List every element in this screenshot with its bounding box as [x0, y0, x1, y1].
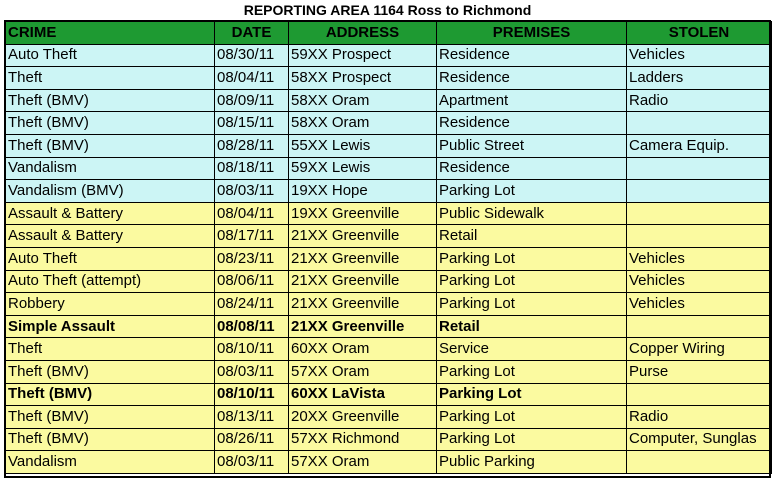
cell-premises: Parking Lot: [437, 293, 627, 316]
cell-premises: Public Street: [437, 134, 627, 157]
cell-address: 58XX Oram: [289, 112, 437, 135]
table-row: [6, 270, 772, 293]
cell-date: 08/03/11: [215, 180, 289, 203]
column-header-crime: CRIME: [6, 22, 215, 45]
cell-date: 08/09/11: [215, 89, 289, 112]
cell-address: 21XX Greenville: [289, 270, 437, 293]
cell-address: 60XX LaVista: [289, 383, 437, 406]
cell-stolen: Vehicles: [627, 247, 772, 270]
cell-date: 08/04/11: [215, 67, 289, 90]
cell-premises: Parking Lot: [437, 406, 627, 429]
cell-stolen: Vehicles: [627, 293, 772, 316]
cell-crime: Theft (BMV): [6, 428, 215, 451]
cell-crime: Vandalism (BMV): [6, 180, 215, 203]
column-header-date: DATE: [215, 22, 289, 45]
cell-date: 08/03/11: [215, 451, 289, 474]
table-body: [6, 44, 772, 473]
table-row: [6, 202, 772, 225]
cell-premises: Public Sidewalk: [437, 202, 627, 225]
cell-crime: Theft: [6, 338, 215, 361]
cell-date: 08/06/11: [215, 270, 289, 293]
table-row: [6, 293, 772, 316]
cell-date: 08/10/11: [215, 383, 289, 406]
table-row: [6, 134, 772, 157]
cell-date: 08/28/11: [215, 134, 289, 157]
cell-stolen: [627, 225, 772, 248]
cell-stolen: [627, 315, 772, 338]
cell-date: 08/15/11: [215, 112, 289, 135]
table-row: [6, 112, 772, 135]
cell-stolen: Camera Equip.: [627, 134, 772, 157]
cell-crime: Theft (BMV): [6, 360, 215, 383]
table-row: [6, 225, 772, 248]
table-row: [6, 67, 772, 90]
cell-crime: Auto Theft: [6, 44, 215, 67]
cell-address: 57XX Richmond: [289, 428, 437, 451]
cell-stolen: Copper Wiring: [627, 338, 772, 361]
cell-stolen: [627, 157, 772, 180]
cell-crime: Theft (BMV): [6, 406, 215, 429]
cell-premises: Parking Lot: [437, 428, 627, 451]
cell-date: 08/24/11: [215, 293, 289, 316]
cell-date: 08/03/11: [215, 360, 289, 383]
cell-premises: Public Parking: [437, 451, 627, 474]
cell-premises: Retail: [437, 225, 627, 248]
cell-address: 60XX Oram: [289, 338, 437, 361]
cell-stolen: Vehicles: [627, 270, 772, 293]
cell-crime: Auto Theft (attempt): [6, 270, 215, 293]
cell-address: 21XX Greenville: [289, 225, 437, 248]
cell-date: 08/13/11: [215, 406, 289, 429]
cell-crime: Theft (BMV): [6, 134, 215, 157]
cell-crime: Theft (BMV): [6, 89, 215, 112]
cell-address: 21XX Greenville: [289, 293, 437, 316]
table-row: [6, 44, 772, 67]
cell-crime: Simple Assault: [6, 315, 215, 338]
cell-address: 19XX Greenville: [289, 202, 437, 225]
table-row: [6, 360, 772, 383]
cell-address: 21XX Greenville: [289, 315, 437, 338]
cell-stolen: Purse: [627, 360, 772, 383]
cell-crime: Auto Theft: [6, 247, 215, 270]
cell-stolen: [627, 202, 772, 225]
cell-premises: Parking Lot: [437, 247, 627, 270]
cell-address: 57XX Oram: [289, 360, 437, 383]
cell-crime: Theft (BMV): [6, 383, 215, 406]
cell-stolen: [627, 383, 772, 406]
cell-premises: Residence: [437, 67, 627, 90]
table-row: [6, 406, 772, 429]
cell-stolen: [627, 112, 772, 135]
cell-address: 21XX Greenville: [289, 247, 437, 270]
cell-premises: Apartment: [437, 89, 627, 112]
cell-premises: Parking Lot: [437, 360, 627, 383]
table-row: [6, 157, 772, 180]
table-row: [6, 315, 772, 338]
table-row: [6, 180, 772, 203]
cell-premises: Retail: [437, 315, 627, 338]
cell-date: 08/08/11: [215, 315, 289, 338]
cell-crime: Vandalism: [6, 157, 215, 180]
cell-address: 55XX Lewis: [289, 134, 437, 157]
table-row: [6, 247, 772, 270]
cell-crime: Theft (BMV): [6, 112, 215, 135]
cell-address: 58XX Oram: [289, 89, 437, 112]
cell-date: 08/30/11: [215, 44, 289, 67]
cell-address: 59XX Prospect: [289, 44, 437, 67]
cell-address: 58XX Prospect: [289, 67, 437, 90]
cell-stolen: Computer, Sunglas: [627, 428, 772, 451]
column-header-premises: PREMISES: [437, 22, 627, 45]
table-row: [6, 451, 772, 474]
table-row: [6, 338, 772, 361]
cell-date: 08/17/11: [215, 225, 289, 248]
cell-stolen: [627, 180, 772, 203]
cell-crime: Assault & Battery: [6, 225, 215, 248]
cell-date: 08/26/11: [215, 428, 289, 451]
cell-stolen: [627, 451, 772, 474]
cell-premises: Residence: [437, 112, 627, 135]
crime-report-table: [5, 21, 772, 474]
cell-crime: Vandalism: [6, 451, 215, 474]
cell-stolen: Vehicles: [627, 44, 772, 67]
cell-crime: Robbery: [6, 293, 215, 316]
cell-stolen: Ladders: [627, 67, 772, 90]
cell-premises: Service: [437, 338, 627, 361]
column-header-stolen: STOLEN: [627, 22, 772, 45]
cell-crime: Assault & Battery: [6, 202, 215, 225]
cell-premises: Parking Lot: [437, 270, 627, 293]
table-row: [6, 428, 772, 451]
cell-address: 59XX Lewis: [289, 157, 437, 180]
table-row: [6, 383, 772, 406]
cell-premises: Parking Lot: [437, 383, 627, 406]
cell-date: 08/18/11: [215, 157, 289, 180]
cell-address: 19XX Hope: [289, 180, 437, 203]
cell-stolen: Radio: [627, 406, 772, 429]
cell-premises: Parking Lot: [437, 180, 627, 203]
cell-date: 08/04/11: [215, 202, 289, 225]
report-title: REPORTING AREA 1164 Ross to Richmond: [243, 2, 532, 18]
cell-stolen: Radio: [627, 89, 772, 112]
cell-premises: Residence: [437, 44, 627, 67]
cell-address: 20XX Greenville: [289, 406, 437, 429]
cell-date: 08/10/11: [215, 338, 289, 361]
cell-date: 08/23/11: [215, 247, 289, 270]
cell-crime: Theft: [6, 67, 215, 90]
cell-address: 57XX Oram: [289, 451, 437, 474]
column-header-address: ADDRESS: [289, 22, 437, 45]
cell-premises: Residence: [437, 157, 627, 180]
table-header-row: [6, 22, 772, 45]
table-row: [6, 89, 772, 112]
